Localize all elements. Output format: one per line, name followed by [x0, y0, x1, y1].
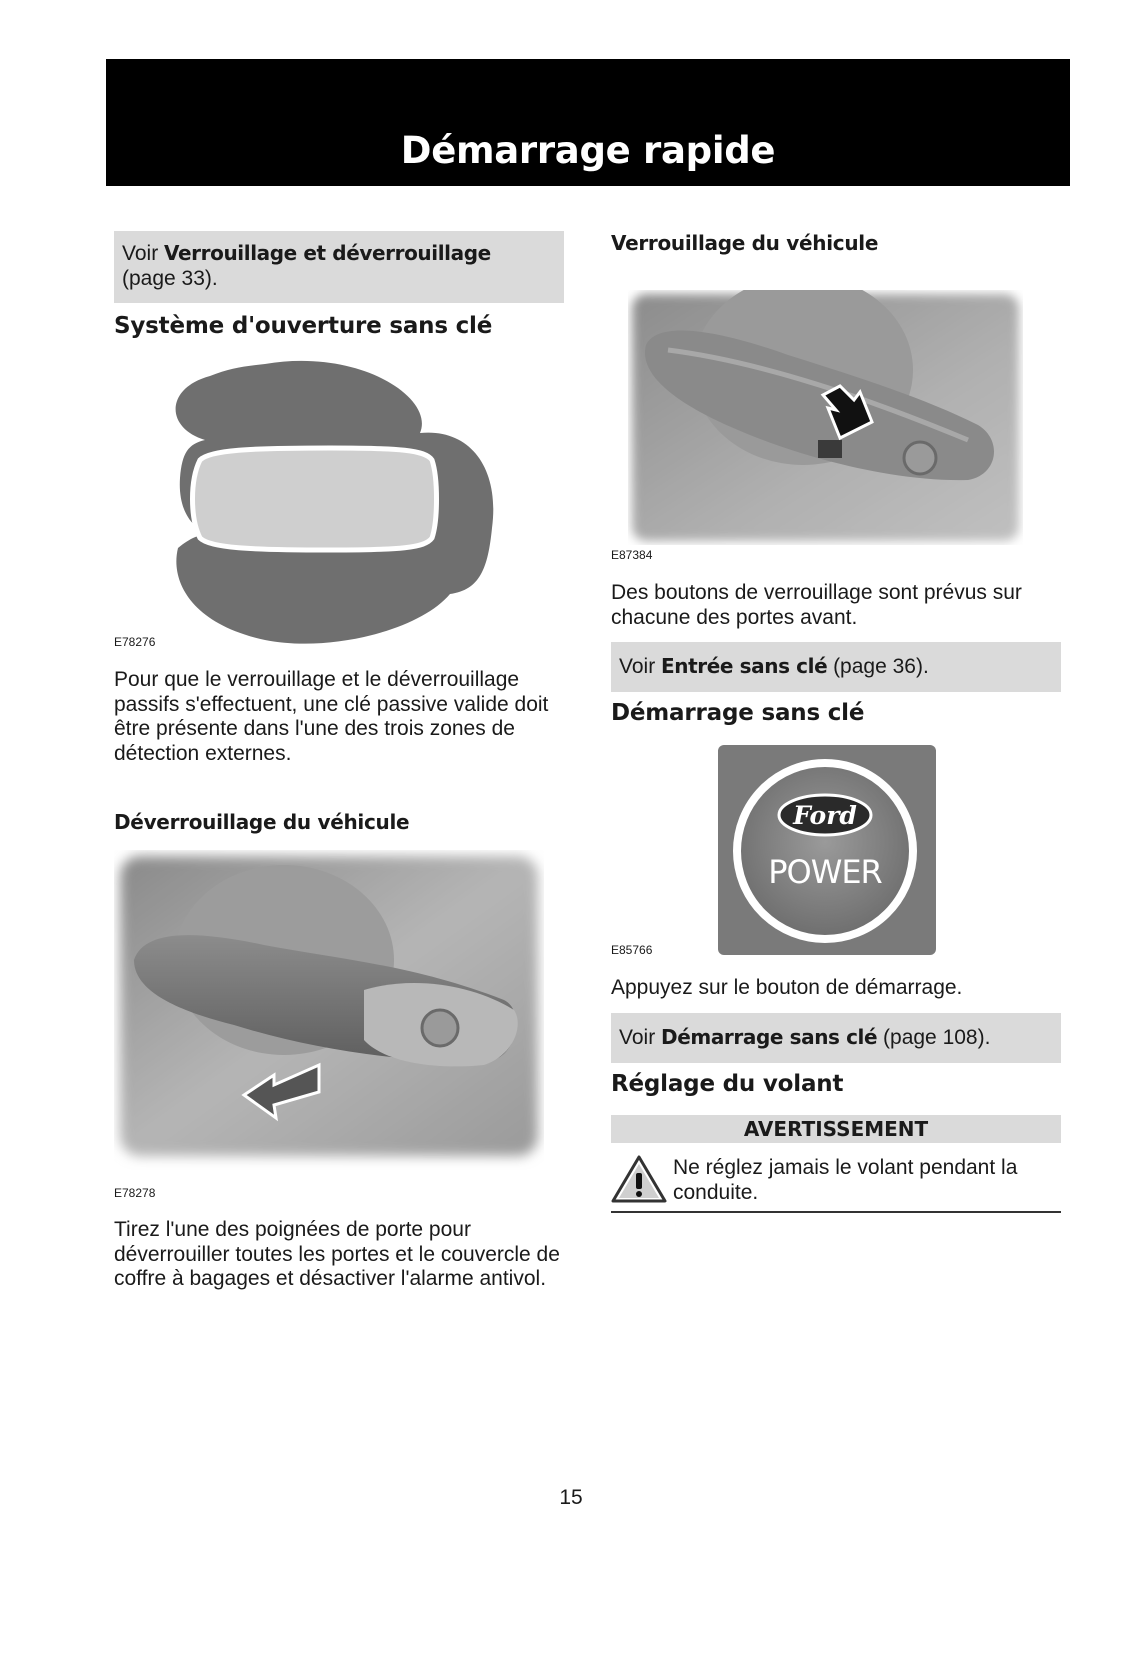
figure-code: E85766: [611, 943, 653, 957]
lock-cylinder: [422, 1010, 458, 1046]
ref-link-verrouillage[interactable]: Verrouillage et déverrouillage: [164, 241, 491, 265]
warning-text: Ne réglez jamais le volant pendant la conduite.: [673, 1156, 1018, 1204]
detection-zones-figure: [170, 358, 500, 650]
warning-triangle-icon: [611, 1154, 667, 1204]
reference-box-locking: [114, 231, 564, 303]
warning-divider: [611, 1211, 1061, 1213]
section-title-steering: Réglage du volant: [611, 1071, 844, 1097]
chapter-title: Démarrage rapide: [400, 129, 776, 172]
lock-button: [818, 440, 842, 458]
reference-box-keyless-entry: [611, 642, 1061, 692]
paragraph-press-start: Appuyez sur le bouton de démarrage.: [611, 976, 963, 999]
vehicle-outline: [193, 448, 437, 550]
section-title-keyless-entry: Système d'ouverture sans clé: [114, 313, 493, 339]
ref-prefix: Voir: [619, 1026, 662, 1049]
door-handle-unlock-figure: [114, 850, 544, 1170]
paragraph-lock-buttons: Des boutons de verrouillage sont prévus sur chacune des portes avant.: [611, 581, 1022, 629]
section-title-unlocking: Déverrouillage du véhicule: [114, 810, 410, 834]
ref-link-demarrage[interactable]: Démarrage sans clé: [661, 1025, 878, 1049]
page-number: 15: [559, 1486, 583, 1509]
figure-code: E87384: [611, 548, 653, 562]
section-title-keyless-start: Démarrage sans clé: [611, 700, 865, 726]
paragraph-unlock-instructions: Tirez l'une des poignées de porte pour déverrouiller toutes les portes et le couvercle de coffre à bagages et désactiver l'alarme antivol.: [114, 1218, 560, 1290]
figure-code: E78276: [114, 635, 156, 649]
figure-code: E78278: [114, 1186, 156, 1200]
ref-link-entree[interactable]: Entrée sans clé: [661, 654, 828, 678]
warning-heading: AVERTISSEMENT: [611, 1115, 1061, 1143]
chapter-header: [106, 59, 1070, 186]
power-button-figure: [718, 745, 938, 957]
section-title-locking: Verrouillage du véhicule: [611, 231, 879, 255]
ref-suffix: (page 33).: [122, 267, 218, 290]
ref-suffix: (page 108).: [877, 1026, 991, 1049]
ref-prefix: Voir: [122, 242, 165, 265]
ref-suffix: (page 36).: [827, 655, 929, 678]
power-button-ring: [737, 763, 913, 939]
power-label: POWER: [768, 853, 882, 891]
ref-prefix: Voir: [619, 655, 662, 678]
reference-box-keyless-start: [611, 1013, 1061, 1063]
ford-logo-text: Ford: [793, 801, 857, 830]
lock-cylinder: [904, 442, 936, 474]
door-handle-lock-figure: [628, 290, 1023, 545]
paragraph-passive-key: Pour que le verrouillage et le déverrouillage passifs s'effectuent, une clé passive valide doit être présente dans l'une des trois zones de détection externes.: [114, 668, 549, 765]
